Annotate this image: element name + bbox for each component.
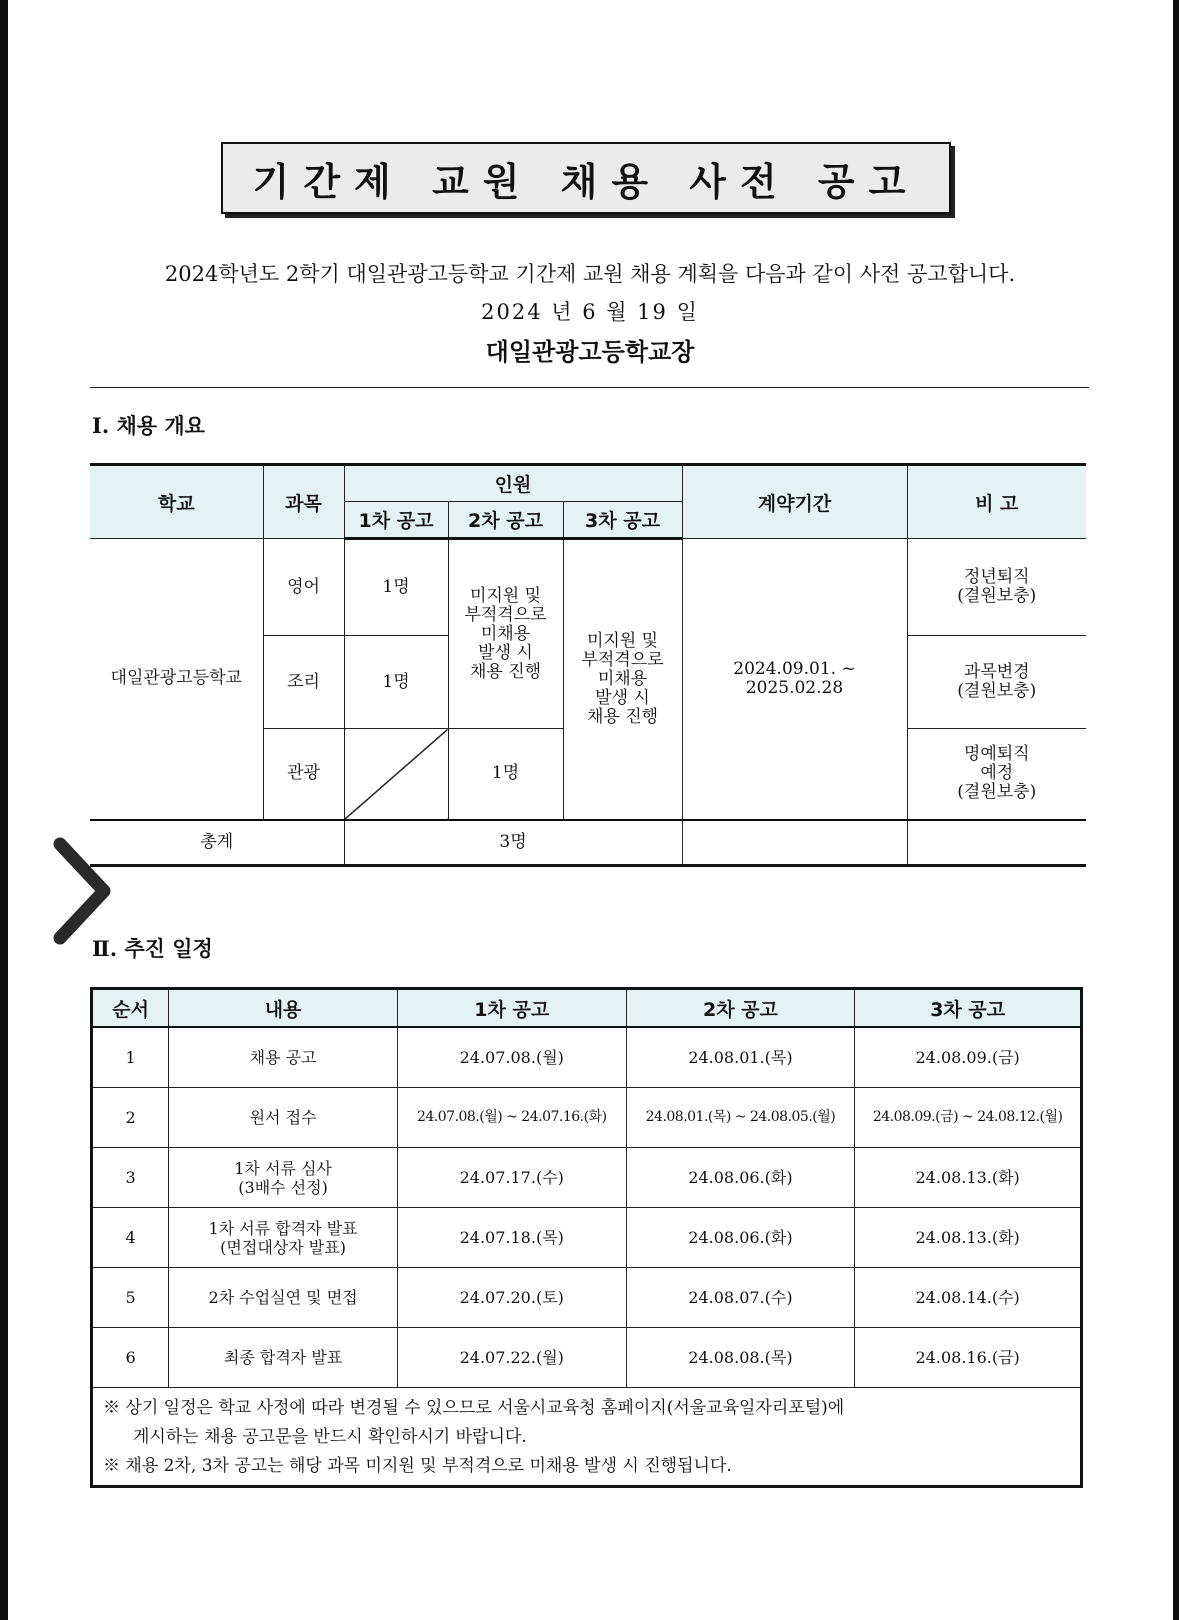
contract-period-cell: 2024.09.01. ~ 2025.02.28 (682, 539, 907, 820)
order-cell: 1 (92, 1027, 169, 1088)
viewer-right-edge (1173, 0, 1179, 1620)
round1-count-cell: 1명 (344, 539, 448, 636)
header-round2: 2차 공고 (626, 989, 855, 1028)
subject-cell: 관광 (263, 729, 344, 820)
round2-count-cell: 1명 (448, 729, 563, 820)
total-label: 총계 (90, 820, 344, 866)
header-round2: 2차 공고 (448, 502, 563, 539)
header-round1: 1차 공고 (397, 989, 626, 1028)
header-contract: 계약기간 (682, 465, 907, 539)
round2-date-cell: 24.08.01.(목) (626, 1027, 855, 1088)
round3-date-cell: 24.08.09.(금) ~ 24.08.12.(월) (855, 1088, 1082, 1148)
round2-condition-cell: 미지원 및 부적격으로 미채용 발생 시 채용 진행 (448, 539, 563, 729)
subject-cell: 조리 (263, 636, 344, 729)
round3-condition-cell: 미지원 및 부적격으로 미채용 발생 시 채용 진행 (563, 539, 682, 820)
round1-date-cell: 24.07.20.(토) (397, 1268, 626, 1328)
intro-text: 2024학년도 2학기 대일관광고등학교 기간제 교원 채용 계획을 다음과 같이 사전 공고합니다. (164, 262, 1016, 286)
content-cell: 최종 합격자 발표 (169, 1328, 398, 1388)
content-cell: 원서 접수 (169, 1088, 398, 1148)
round1-date-cell: 24.07.22.(월) (397, 1328, 626, 1388)
remarks-cell: 정년퇴직 (결원보충) (907, 539, 1086, 636)
divider (90, 387, 1089, 388)
issuer-name: 대일관광고등학교장 (485, 338, 695, 366)
note-line: ※ 채용 2차, 3차 공고는 해당 과목 미지원 및 부적격으로 미채용 발생 시 진행됩니다. (103, 1456, 732, 1476)
header-staff: 인원 (344, 465, 682, 502)
schedule-notes (92, 1388, 1082, 1487)
announcement-date: 2024 년 6 월 19 일 (481, 300, 699, 324)
table-row (92, 1328, 1082, 1388)
table-row (92, 1088, 1082, 1148)
header-round1: 1차 공고 (344, 502, 448, 539)
header-content: 내용 (169, 989, 398, 1028)
header-round3: 3차 공고 (563, 502, 682, 539)
header-round3: 3차 공고 (855, 989, 1082, 1028)
table-row (92, 1268, 1082, 1328)
content-cell: 2차 수업실연 및 면접 (169, 1268, 398, 1328)
recruitment-overview-table (90, 463, 1086, 867)
chevron-right-icon[interactable] (52, 836, 116, 946)
round3-date-cell: 24.08.13.(화) (855, 1208, 1082, 1268)
round3-date-cell: 24.08.13.(화) (855, 1148, 1082, 1208)
subject-cell: 영어 (263, 539, 344, 636)
round2-date-cell: 24.08.06.(화) (626, 1208, 855, 1268)
round1-date-cell: 24.07.08.(월) (397, 1027, 626, 1088)
content-cell: 1차 서류 심사 (3배수 선정) (169, 1148, 398, 1208)
order-cell: 2 (92, 1088, 169, 1148)
total-value: 3명 (344, 820, 682, 866)
total-empty-cell (907, 820, 1086, 866)
round1-date-cell: 24.07.08.(월) ~ 24.07.16.(화) (397, 1088, 626, 1148)
header-school: 학교 (90, 465, 263, 539)
table-row (92, 1208, 1082, 1268)
diagonal-empty-cell (344, 729, 448, 820)
section-1-title: Ⅰ. 채용 개요 (92, 413, 205, 438)
total-empty-cell (682, 820, 907, 866)
schedule-table (90, 987, 1083, 1488)
document-title: 기간제 교원 채용 사전 공고 (221, 142, 951, 214)
table-row (92, 1148, 1082, 1208)
round1-date-cell: 24.07.17.(수) (397, 1148, 626, 1208)
round3-date-cell: 24.08.09.(금) (855, 1027, 1082, 1088)
order-cell: 6 (92, 1328, 169, 1388)
header-subject: 과목 (263, 465, 344, 539)
round1-count-cell: 1명 (344, 636, 448, 729)
header-remarks: 비 고 (907, 465, 1086, 539)
note-line: 게시하는 채용 공고문을 반드시 확인하시기 바랍니다. (133, 1427, 527, 1447)
round3-date-cell: 24.08.14.(수) (855, 1268, 1082, 1328)
header-order: 순서 (92, 989, 169, 1028)
order-cell: 5 (92, 1268, 169, 1328)
order-cell: 3 (92, 1148, 169, 1208)
round1-date-cell: 24.07.18.(목) (397, 1208, 626, 1268)
order-cell: 4 (92, 1208, 169, 1268)
note-line: ※ 상기 일정은 학교 사정에 따라 변경될 수 있으므로 서울시교육청 홈페이지(서울교육일자리포털)에 (103, 1398, 845, 1418)
content-cell: 채용 공고 (169, 1027, 398, 1088)
content-cell: 1차 서류 합격자 발표 (면접대상자 발표) (169, 1208, 398, 1268)
school-name-cell: 대일관광고등학교 (90, 539, 263, 820)
section-2-title: Ⅱ. 추진 일정 (92, 936, 213, 961)
remarks-cell: 과목변경 (결원보충) (907, 636, 1086, 729)
round2-date-cell: 24.08.07.(수) (626, 1268, 855, 1328)
round2-date-cell: 24.08.08.(목) (626, 1328, 855, 1388)
viewer-left-edge (0, 0, 8, 1620)
round3-date-cell: 24.08.16.(금) (855, 1328, 1082, 1388)
round2-date-cell: 24.08.06.(화) (626, 1148, 855, 1208)
remarks-cell: 명예퇴직 예정 (결원보충) (907, 729, 1086, 820)
table-row (92, 1027, 1082, 1088)
round2-date-cell: 24.08.01.(목) ~ 24.08.05.(월) (626, 1088, 855, 1148)
